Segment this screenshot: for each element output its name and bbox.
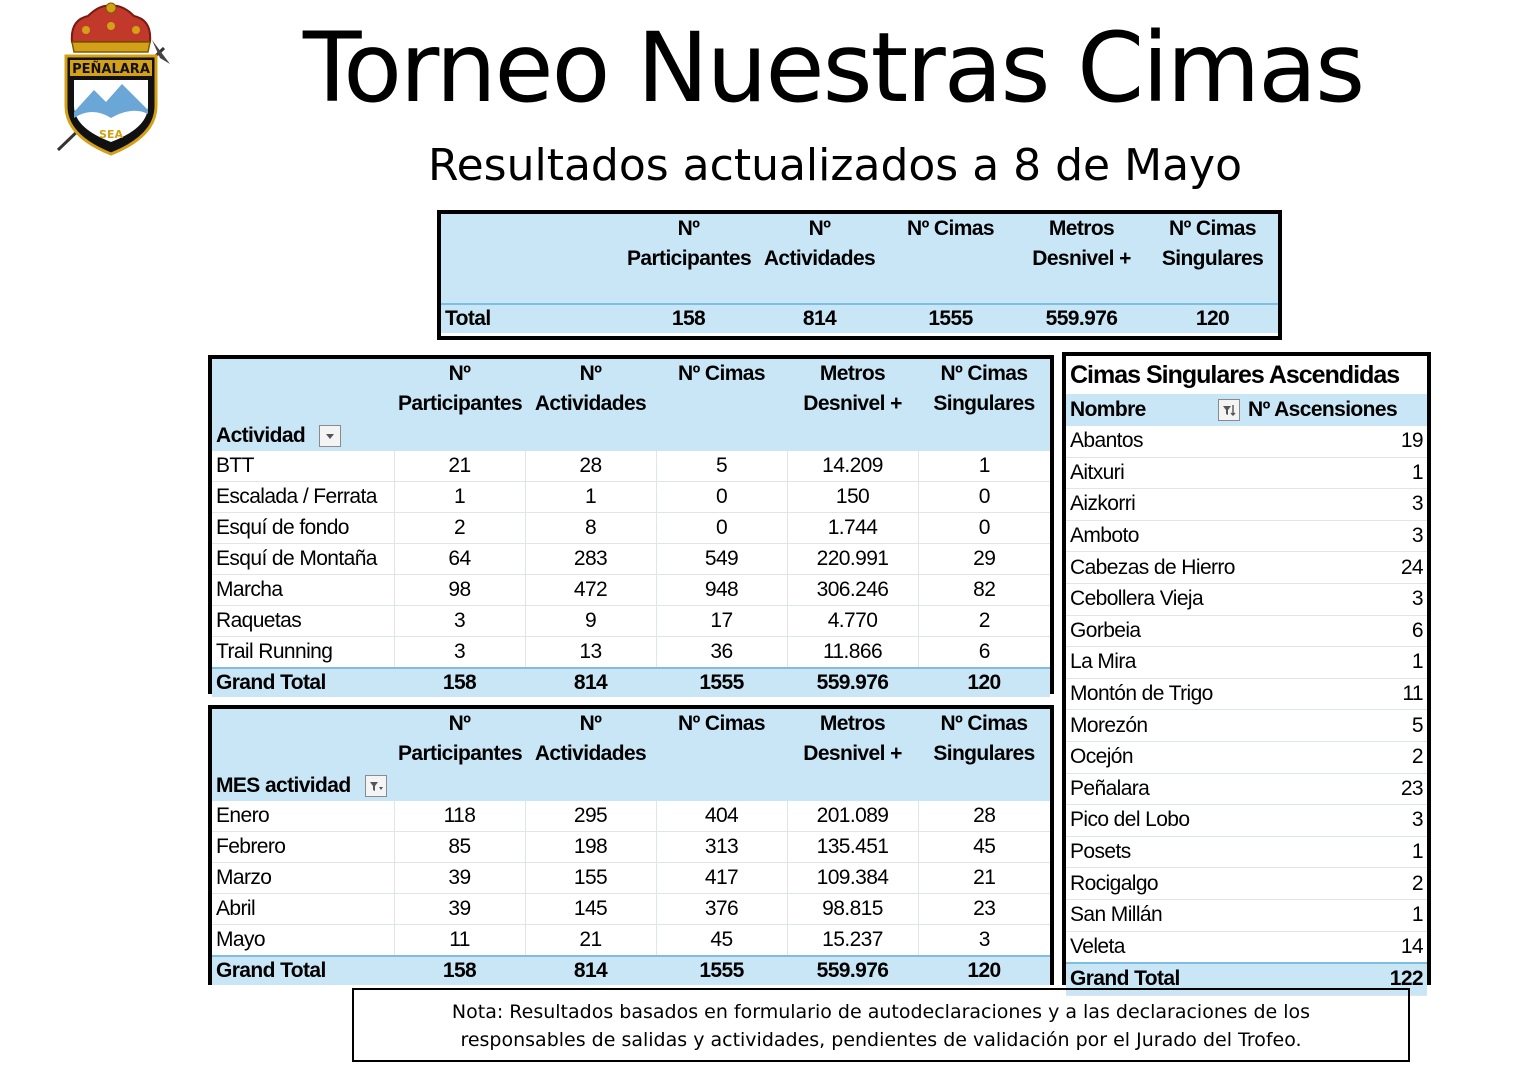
actividad-field-label: Actividad	[216, 424, 306, 447]
actividad-header-cimas: Nº Cimas	[678, 362, 765, 385]
cima-count: 24	[1244, 552, 1427, 584]
list-item	[1066, 741, 1427, 773]
note-line-2: responsables de salidas y actividades, pendientes de validación por el Jurado del Trofeo.	[460, 1029, 1302, 1051]
summary-total-cell: 120	[1147, 304, 1278, 333]
table-row: BTT 21 28 5 14.209 1	[212, 451, 1050, 482]
cima-count: 11	[1244, 678, 1427, 710]
list-item	[1066, 426, 1427, 457]
actividad-header-singulares: Nº Cimas Singulares	[933, 362, 1035, 415]
cimas-title: Cimas Singulares Ascendidas	[1070, 361, 1400, 389]
cima-count: 1	[1244, 457, 1427, 489]
dropdown-filter-icon[interactable]	[319, 425, 341, 447]
note-line-1: Nota: Resultados basados en formulario de autodeclaraciones y a las declaraciones de los	[451, 1001, 1311, 1023]
cima-name: Montón de Trigo	[1066, 678, 1244, 710]
summary-header-participantes: Nº Participantes	[627, 217, 752, 270]
list-item	[1066, 836, 1427, 868]
mes-field-label: MES actividad	[216, 774, 351, 797]
list-item	[1066, 868, 1427, 900]
list-item	[1066, 552, 1427, 584]
summary-header-singulares: Nº Cimas Singulares	[1161, 217, 1264, 270]
cima-count: 5	[1244, 710, 1427, 742]
logo-sub: SEA	[99, 128, 123, 141]
mes-header-desnivel: Metros Desnivel +	[803, 712, 902, 765]
mes-panel	[208, 705, 1054, 985]
cima-name: Gorbeia	[1066, 615, 1244, 647]
summary-total-cell: 814	[754, 304, 885, 333]
actividad-table	[212, 359, 1050, 697]
cima-count: 19	[1244, 426, 1427, 457]
logo-text: PEÑALARA	[72, 62, 150, 77]
page-title: Torneo Nuestras Cimas	[302, 12, 1364, 124]
actividad-panel	[208, 355, 1054, 694]
mes-header-cimas: Nº Cimas	[678, 712, 765, 735]
grand-total-row: Grand Total 122	[1066, 963, 1427, 995]
cima-count: 3	[1244, 805, 1427, 837]
table-row: Abril 39 145 376 98.815 23	[212, 894, 1050, 925]
table-row: Febrero 85 198 313 135.451 45	[212, 832, 1050, 863]
cima-name: Ocejón	[1066, 741, 1244, 773]
cimas-table	[1066, 356, 1427, 996]
actividad-header-desnivel: Metros Desnivel +	[803, 362, 902, 415]
note-box	[352, 988, 1410, 1062]
table-row: Marcha 98 472 948 306.246 82	[212, 575, 1050, 606]
list-item	[1066, 805, 1427, 837]
list-item	[1066, 647, 1427, 679]
cima-count: 14	[1244, 931, 1427, 963]
table-row: Enero 118 295 404 201.089 28	[212, 801, 1050, 832]
list-item	[1066, 457, 1427, 489]
summary-total-label: Total	[441, 304, 623, 333]
cima-name: Aizkorri	[1066, 489, 1244, 521]
summary-total-cell: 1555	[885, 304, 1016, 333]
table-row: Esquí de Montaña 64 283 549 220.991 29	[212, 544, 1050, 575]
cima-count: 23	[1244, 773, 1427, 805]
summary-table	[441, 214, 1278, 333]
list-item	[1066, 583, 1427, 615]
list-item	[1066, 489, 1427, 521]
list-item	[1066, 520, 1427, 552]
summary-total-row	[441, 304, 1278, 333]
table-row: Raquetas 3 9 17 4.770 2	[212, 606, 1050, 637]
list-item	[1066, 615, 1427, 647]
cimas-header-nombre: Nombre	[1066, 394, 1244, 426]
grand-total-row: Grand Total 158 814 1555 559.976 120	[212, 956, 1050, 985]
cima-name: Morezón	[1066, 710, 1244, 742]
cima-count: 3	[1244, 583, 1427, 615]
mes-header-singulares: Nº Cimas Singulares	[933, 712, 1035, 765]
penalara-logo	[52, 2, 170, 158]
summary-panel	[437, 210, 1282, 340]
cima-name: Posets	[1066, 836, 1244, 868]
cima-name: Pico del Lobo	[1066, 805, 1244, 837]
table-row: Mayo 11 21 45 15.237 3	[212, 925, 1050, 957]
cima-name: Cabezas de Hierro	[1066, 552, 1244, 584]
cimas-header-ascensiones: Nº Ascensiones	[1248, 398, 1398, 421]
table-row: Marzo 39 155 417 109.384 21	[212, 863, 1050, 894]
actividad-header-participantes: Nº Participantes	[398, 362, 523, 415]
cima-count: 1	[1244, 899, 1427, 931]
list-item	[1066, 678, 1427, 710]
page-subtitle: Resultados actualizados a 8 de Mayo	[428, 140, 1242, 191]
summary-total-cell: 158	[623, 304, 754, 333]
cima-name: Amboto	[1066, 520, 1244, 552]
cima-count: 3	[1244, 489, 1427, 521]
table-row: Esquí de fondo 2 8 0 1.744 0	[212, 513, 1050, 544]
table-row: Trail Running 3 13 36 11.866 6	[212, 637, 1050, 669]
mes-table	[212, 709, 1050, 985]
cima-name: Peñalara	[1066, 773, 1244, 805]
summary-total-cell: 559.976	[1016, 304, 1147, 333]
summary-header-cimas: Nº Cimas	[907, 217, 994, 240]
cima-name: Rocigalgo	[1066, 868, 1244, 900]
cima-name: Abantos	[1066, 426, 1244, 457]
cimas-panel	[1062, 352, 1431, 991]
list-item	[1066, 931, 1427, 963]
cima-name: San Millán	[1066, 899, 1244, 931]
cima-count: 2	[1244, 741, 1427, 773]
sort-filter-icon[interactable]	[1218, 399, 1240, 421]
list-item	[1066, 710, 1427, 742]
cima-count: 3	[1244, 520, 1427, 552]
cima-name: Cebollera Vieja	[1066, 583, 1244, 615]
filter-applied-icon[interactable]	[365, 775, 387, 797]
grand-total-row: Grand Total 158 814 1555 559.976 120	[212, 668, 1050, 697]
list-item	[1066, 773, 1427, 805]
mes-header-actividades: Nº Actividades	[534, 712, 647, 765]
table-row: Escalada / Ferrata 1 1 0 150 0	[212, 482, 1050, 513]
cima-name: La Mira	[1066, 647, 1244, 679]
list-item	[1066, 899, 1427, 931]
cima-count: 2	[1244, 868, 1427, 900]
cima-name: Veleta	[1066, 931, 1244, 963]
cima-count: 1	[1244, 836, 1427, 868]
cima-count: 1	[1244, 647, 1427, 679]
cima-count: 6	[1244, 615, 1427, 647]
summary-header-desnivel: Metros Desnivel +	[1032, 217, 1131, 270]
actividad-header-actividades: Nº Actividades	[534, 362, 647, 415]
cima-name: Aitxuri	[1066, 457, 1244, 489]
summary-header-actividades: Nº Actividades	[763, 217, 876, 270]
mes-header-participantes: Nº Participantes	[398, 712, 523, 765]
